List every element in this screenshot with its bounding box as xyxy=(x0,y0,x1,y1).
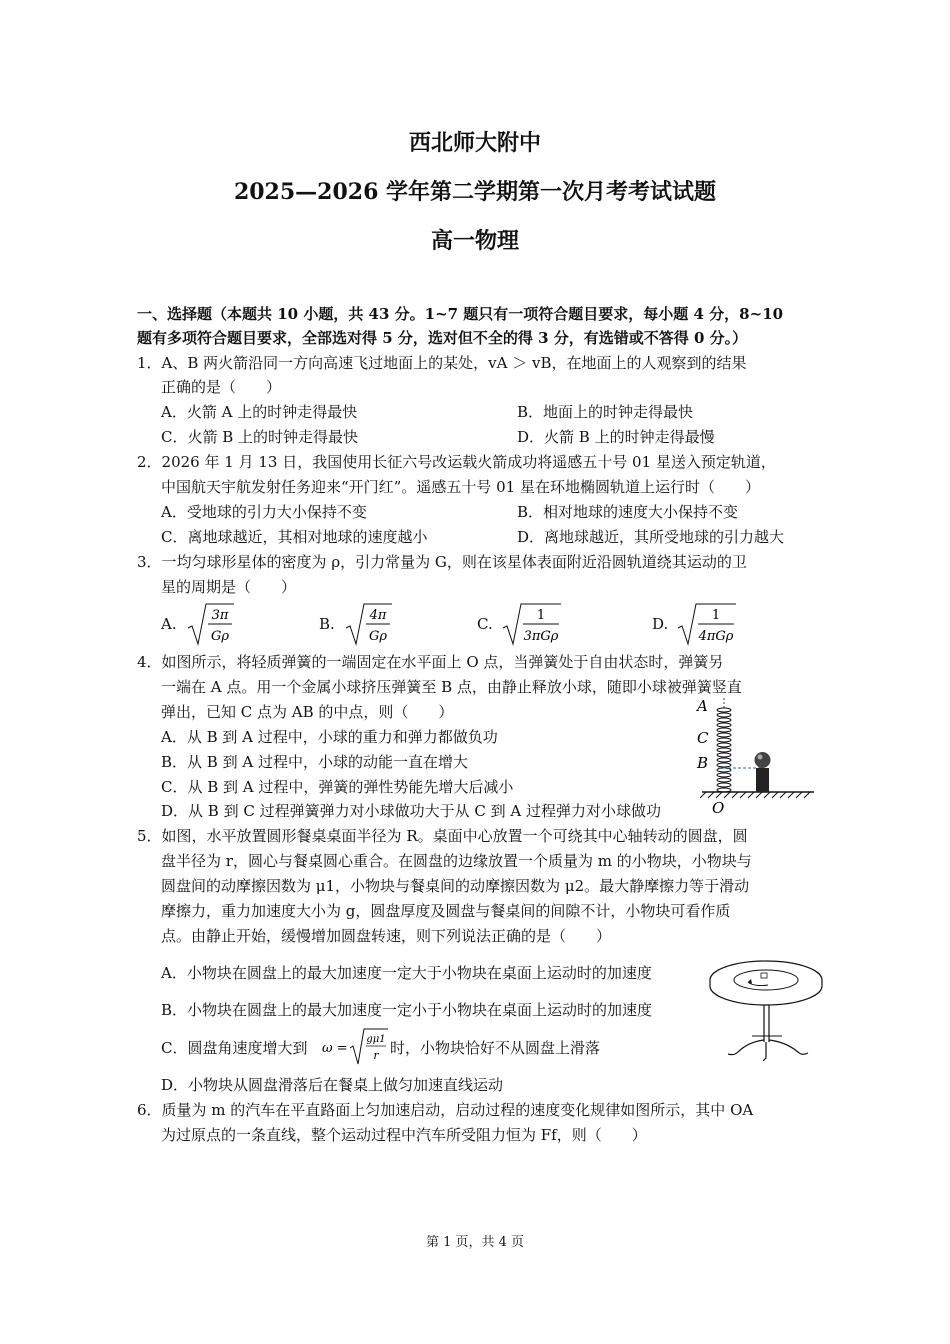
page-footer: 第 1 页，共 4 页 xyxy=(425,1235,525,1250)
label-c: C xyxy=(697,729,709,747)
q5-option-a: A．小物块在圆盘上的最大加速度一定大于小物块在桌面上运动时的加速度 xyxy=(161,964,652,982)
q3-d-num: 1 xyxy=(711,608,721,623)
q6-stem-line2: 为过原点的一条直线，整个运动过程中汽车所受阻力恒为 Ff，则（ ） xyxy=(161,1126,647,1144)
q4-option-d: D．从 B 到 C 过程弹簧弹力对小球做功大于从 C 到 A 过程弹力对小球做功 xyxy=(161,802,661,820)
q1-option-c: C．火箭 B 上的时钟走得最快 xyxy=(161,428,359,446)
q5-option-c-suffix: 时，小物块恰好不从圆盘上滑落 xyxy=(390,1039,601,1057)
q3-option-a-label: A. xyxy=(161,615,177,633)
q1-option-d: D．火箭 B 上的时钟走得最慢 xyxy=(517,428,715,446)
q5-stem-line3: 圆盘间的动摩擦因数为 μ1，小物块与餐桌间的动摩擦因数为 μ2。最大静摩擦力等于滑动 xyxy=(161,877,750,895)
q2-option-a: A．受地球的引力大小保持不变 xyxy=(161,503,367,521)
spring-free xyxy=(717,708,731,792)
label-b: B xyxy=(697,754,709,772)
spring-figure xyxy=(692,696,822,818)
q2-option-c: C．离地球越近，其相对地球的速度越小 xyxy=(161,528,428,546)
q2-option-b: B．相对地球的速度大小保持不变 xyxy=(517,503,739,521)
exam-title: 2025—2026 学年第二学期第一次月考考试试题 xyxy=(233,179,717,205)
q3-a-num: 3π xyxy=(211,608,229,623)
q2-stem-line2: 中国航天宇航发射任务迎来“开门红”。遥感五十号 01 星在环地椭圆轨道上运行时（ ） xyxy=(161,478,760,496)
q5-option-b: B．小物块在圆盘上的最大加速度一定小于小物块在桌面上运动时的加速度 xyxy=(161,1001,653,1019)
q1-option-b: B．地面上的时钟走得最快 xyxy=(517,403,694,421)
q4-stem-line2: 一端在 A 点。用一个金属小球挤压弹簧至 B 点，由静止释放小球，随即小球被弹簧竖直 xyxy=(161,678,742,696)
q4-option-b: B．从 B 到 A 过程中，小球的动能一直在增大 xyxy=(161,753,468,771)
section-header-line2: 题有多项符合题目要求，全部选对得 5 分，选对但不全的得 3 分，有选错或不答得 0 分。） xyxy=(137,329,748,347)
q6-stem-line1: 6．质量为 m 的汽车在平直路面上匀加速启动，启动过程的速度变化规律如图所示，其中 OA xyxy=(137,1101,754,1119)
q3-a-den: Gρ xyxy=(210,629,230,644)
q1-stem-line1: 1．A、B 两火箭沿同一方向高速飞过地面上的某处，vA ＞ vB，在地面上的人观察到的结果 xyxy=(137,354,747,372)
q1-option-a: A．火箭 A 上的时钟走得最快 xyxy=(161,403,358,421)
rotating-table-figure xyxy=(708,958,828,1066)
q3-option-a-formula xyxy=(186,600,236,648)
spring-compressed xyxy=(756,768,769,792)
q3-option-d-formula xyxy=(676,600,738,648)
label-a: A xyxy=(697,697,708,715)
q3-option-b-formula xyxy=(344,600,394,648)
metal-ball xyxy=(755,752,771,768)
section-header-line1: 一、选择题（本题共 10 小题，共 43 分。1~7 题只有一项符合题目要求，每小题 4 分，8~10 xyxy=(137,305,784,323)
q4-stem-line1: 4．如图所示，将轻质弹簧的一端固定在水平面上 O 点，当弹簧处于自由状态时，弹簧另 xyxy=(137,653,724,671)
q2-stem-line1: 2．2026 年 1 月 13 日，我国使用长征六号改运载火箭成功将遥感五十号 01 星送入预定轨道， xyxy=(137,453,776,471)
q3-option-c-label: C. xyxy=(477,615,493,633)
q5-option-c-prefix: C．圆盘角速度增大到 xyxy=(161,1039,308,1057)
q5-stem-line5: 点。由静止开始，缓慢增加圆盘转速，则下列说法正确的是（ ） xyxy=(161,927,612,945)
q1-stem-line2: 正确的是（ ） xyxy=(161,378,282,396)
q4-option-a: A．从 B 到 A 过程中，小球的重力和弹力都做负功 xyxy=(161,728,498,746)
q3-b-den: Gρ xyxy=(368,629,388,644)
q5-c-den: r xyxy=(373,1049,379,1062)
q3-c-den: 3πGρ xyxy=(523,629,559,644)
q5-omega: ω = xyxy=(322,1041,348,1056)
q3-option-d-label: D. xyxy=(652,615,669,633)
q5-stem-line2: 盘半径为 r，圆心与餐桌圆心重合。在圆盘的边缘放置一个质量为 m 的小物块，小物块与 xyxy=(161,852,752,870)
q3-option-c-formula xyxy=(501,600,563,648)
q3-c-num: 1 xyxy=(536,608,546,623)
q5-option-d: D．小物块从圆盘滑落后在餐桌上做匀加速直线运动 xyxy=(161,1076,504,1094)
q3-stem-line2: 星的周期是（ ） xyxy=(161,578,297,596)
q3-stem-line1: 3．一均匀球形星体的密度为 ρ，引力常量为 G，则在该星体表面附近沿圆轨道绕其运动的卫 xyxy=(137,553,747,571)
q5-stem-line1: 5．如图，水平放置圆形餐桌桌面半径为 R。桌面中心放置一个可绕其中心轴转动的圆盘，圆 xyxy=(137,827,748,845)
q5-stem-line4: 摩擦力，重力加速度大小为 g，圆盘厚度及圆盘与餐桌间的间隙不计，小物块可看作质 xyxy=(161,902,731,920)
q4-option-c: C．从 B 到 A 过程中，弹簧的弹性势能先增大后减小 xyxy=(161,778,514,796)
q5-c-num: gμ1 xyxy=(366,1034,386,1045)
subject-title: 高一物理 xyxy=(430,228,519,254)
q2-option-d: D．离地球越近，其所受地球的引力越大 xyxy=(517,528,785,546)
q3-option-b-label: B. xyxy=(319,615,335,633)
q4-stem-line3: 弹出，已知 C 点为 AB 的中点，则（ ） xyxy=(161,703,454,721)
q3-b-num: 4π xyxy=(369,608,387,623)
school-title: 西北师大附中 xyxy=(408,130,541,156)
label-o: O xyxy=(712,799,725,817)
q5-option-c-formula xyxy=(320,1026,390,1068)
q3-d-den: 4πGρ xyxy=(698,629,734,644)
